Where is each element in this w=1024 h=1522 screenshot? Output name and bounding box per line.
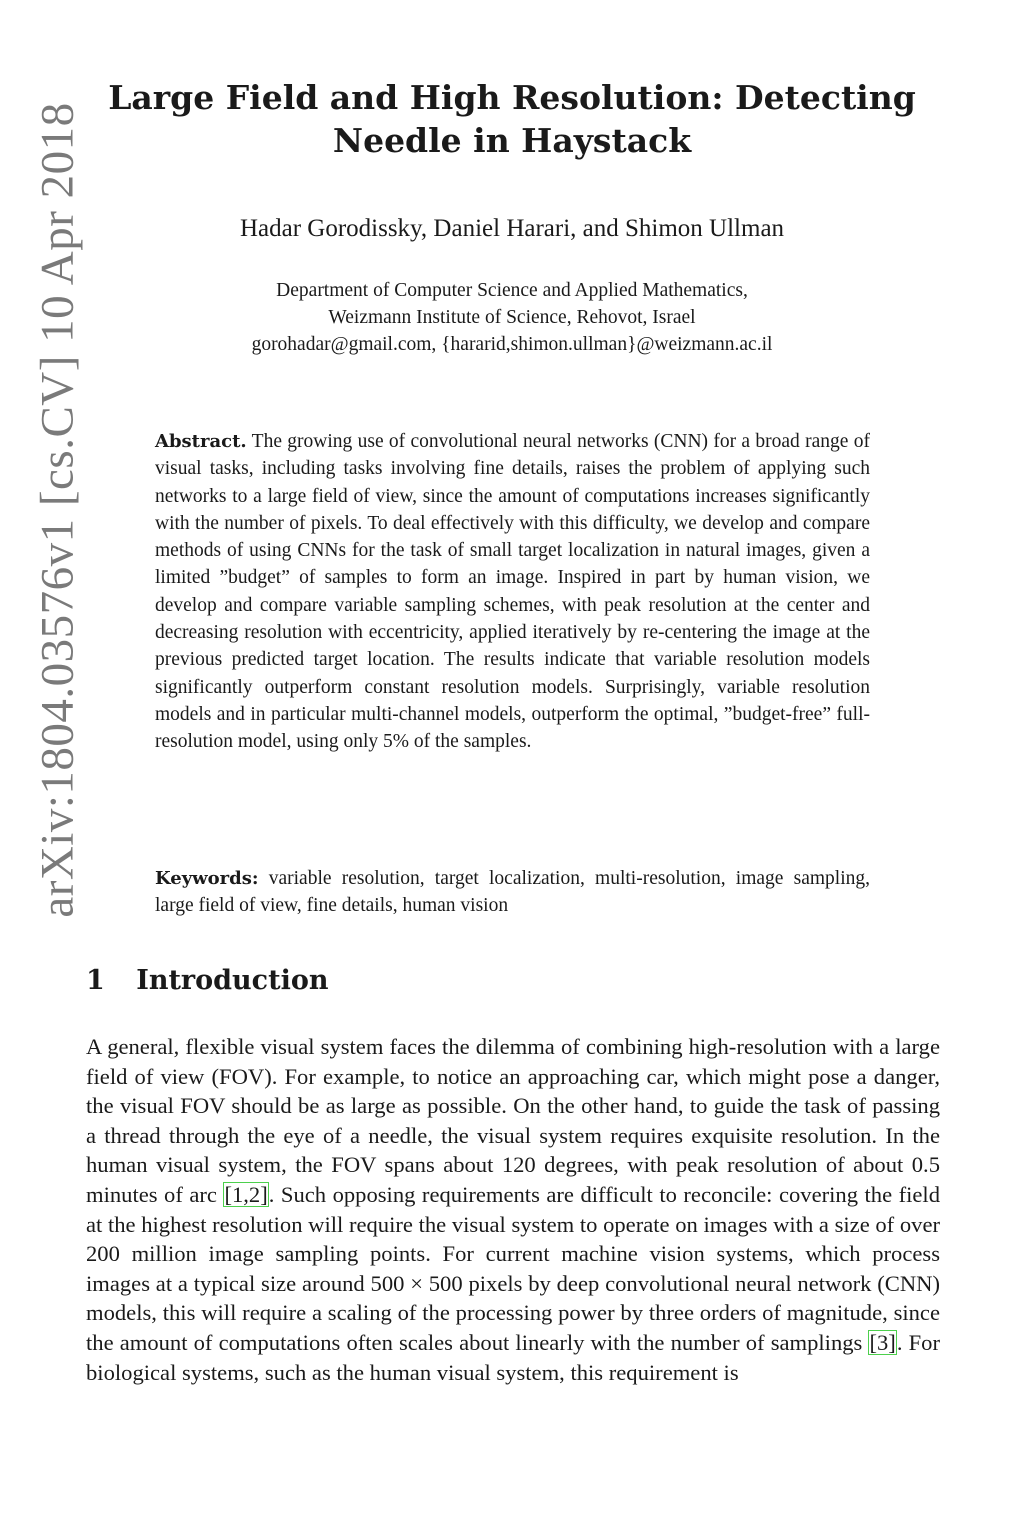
arxiv-id-text: arXiv:1804.03576v1 [cs.CV] 10 Apr 2018	[32, 102, 85, 918]
section-title: Introduction	[136, 965, 329, 996]
affiliation-emails: gorohadar@gmail.com, {hararid,shimon.ullman}@weizmann.ac.il	[251, 334, 773, 355]
author-list: Hadar Gorodissky, Daniel Harari, and Shimon Ullman	[239, 215, 785, 242]
intro-text-part-2: . Such opposing requirements are difficult to reconcile: covering the field at the highest resolution will require the visual system to operate on images with a size of over 200 million image sampling points. For current machine vision systems, which process images at a typical size around 500 × 500 pixels by deep convolutional neural network (CNN) models, this will require a scaling of the processing power by three orders of magnitude, since the amount of computations often scales about linearly with the number of samplings	[86, 1181, 941, 1355]
intro-text-part-1: A general, flexible visual system faces the dilemma of combining high-resolution with a large field of view (FOV). For example, to notice an approaching car, which might pose a danger, the visual FOV should be as large as possible. On the other hand, to guide the task of passing a thread through the eye of a needle, the visual system requires exquisite resolution. In the human visual system, the FOV spans about 120 degrees, with peak resolution of about 0.5 minutes of arc	[86, 1034, 940, 1207]
abstract	[155, 428, 870, 756]
section-number: 1	[86, 965, 105, 996]
keywords-label: Keywords:	[155, 868, 259, 889]
arxiv-sidebar-stamp	[28, 70, 88, 950]
keywords	[155, 865, 870, 920]
citation-link-3[interactable]: [3]	[869, 1329, 896, 1355]
abstract-text: The growing use of convolutional neural networks (CNN) for a broad range of visual tasks, including tasks involving fine details, raises the problem of applying such networks to a large field of view, since the amount of computations increases significantly with the number of pixels. To deal effectively with this difficulty, we develop and compare methods of using CNNs for the task of small target localization in natural images, given a limited ”budget” of samples to form an image. Inspired in part by human vision, we develop and compare variable sampling schemes, with peak resolution at the center and decreasing resolution with eccentricity, applied iteratively by re-centering the image at the previous predicted target location. The results indicate that variable resolution models significantly outperform constant resolution models. Surprisingly, variable resolution models and in particular multi-channel models, outperform the optimal, ”budget-free” full-resolution model, using only 5% of the samples.	[155, 431, 870, 753]
affiliation-line-1: Department of Computer Science and Applied Mathematics,	[276, 280, 748, 301]
citation-link-1-2[interactable]: [1,2]	[224, 1181, 268, 1207]
section-heading-introduction	[86, 965, 329, 996]
paper-title-line-1: Large Field and High Resolution: Detecting	[108, 78, 916, 117]
intro-text-part-3: . For biological systems, such as the human visual system, this requirement is	[86, 1329, 940, 1385]
paper-title-line-2: Needle in Haystack	[332, 121, 692, 160]
affiliation-block	[100, 277, 924, 358]
abstract-label: Abstract.	[155, 431, 247, 452]
paper-title	[100, 76, 924, 162]
affiliation-line-2: Weizmann Institute of Science, Rehovot, Israel	[328, 307, 696, 328]
introduction-paragraph	[86, 1032, 940, 1387]
keywords-text: variable resolution, target localization, multi-resolution, image sampling, large field of view, fine details, human vision	[155, 868, 871, 917]
